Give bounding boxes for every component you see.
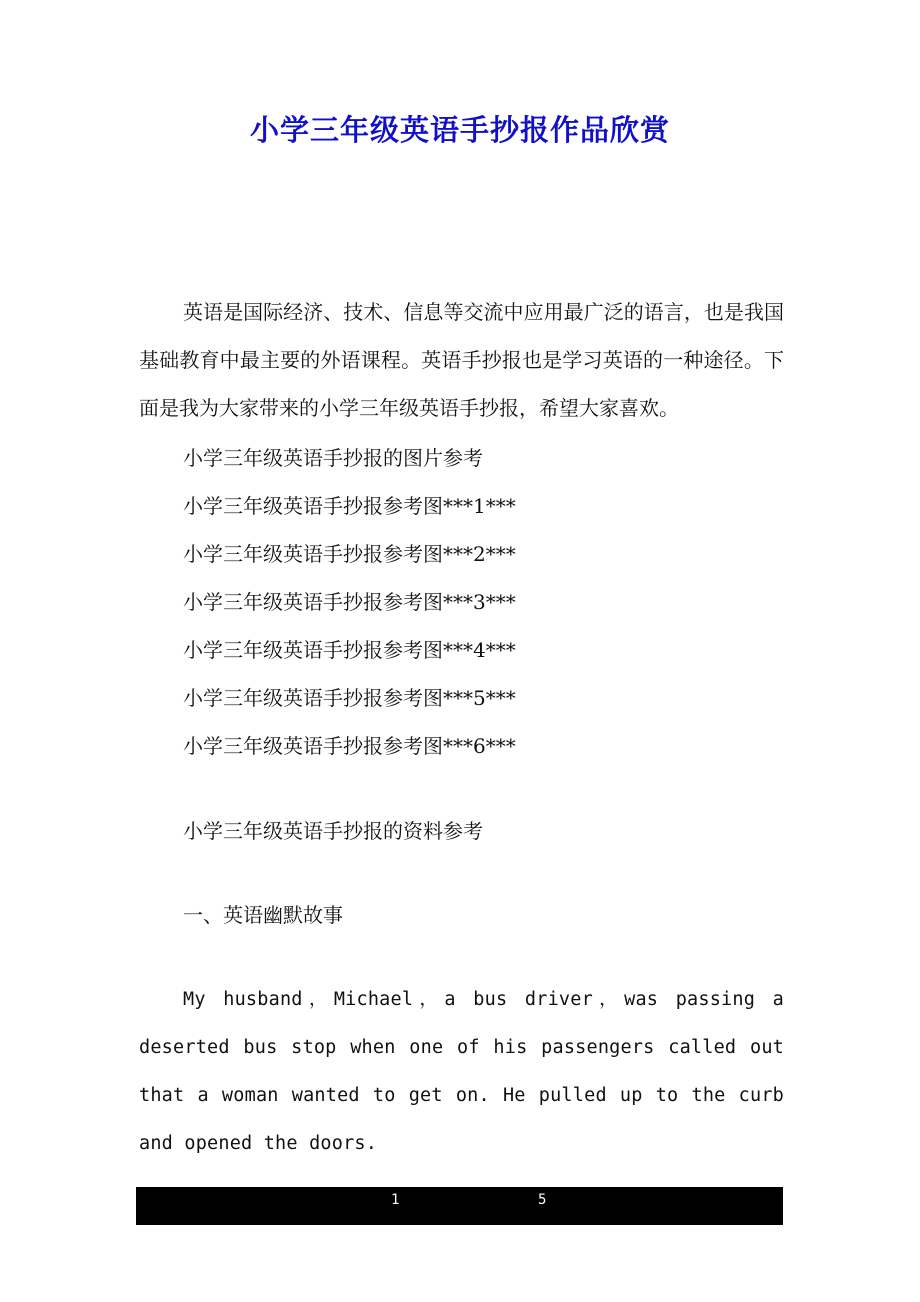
reference-image-caption: 小学三年级英语手抄报参考图***6*** <box>183 734 516 758</box>
reference-image-caption: 小学三年级英语手抄报参考图***2*** <box>183 542 516 566</box>
intro-paragraph: 英语是国际经济、技术、信息等交流中应用最广泛的语言，也是我国基础教育中最主要的外语课程。英语手抄报也是学习英语的一种途径。下面是我为大家带来的小学三年级英语手抄报，希望大家喜欢。 <box>139 300 784 420</box>
document-title: 小学三年级英语手抄报作品欣赏 <box>249 113 670 147</box>
reference-image-caption: 小学三年级英语手抄报参考图***1*** <box>183 494 516 518</box>
page-number: 1 <box>391 1192 400 1208</box>
picture-heading: 小学三年级英语手抄报的图片参考 <box>183 446 483 470</box>
reference-image-caption: 小学三年级英语手抄报参考图***5*** <box>183 686 516 710</box>
reference-image-caption: 小学三年级英语手抄报参考图***4*** <box>183 638 516 662</box>
page-total: 5 <box>538 1192 547 1208</box>
story-paragraph: My husband，Michael，a bus driver，was passing a deserted bus stop when one of his passengers called out that a woman wanted to get on. He pulled up to the curb and opened the doors. <box>139 989 784 1154</box>
page-footer-bar <box>136 1187 783 1225</box>
section-heading: 一、英语幽默故事 <box>183 903 343 927</box>
material-heading: 小学三年级英语手抄报的资料参考 <box>183 819 483 843</box>
reference-image-caption: 小学三年级英语手抄报参考图***3*** <box>183 590 516 614</box>
